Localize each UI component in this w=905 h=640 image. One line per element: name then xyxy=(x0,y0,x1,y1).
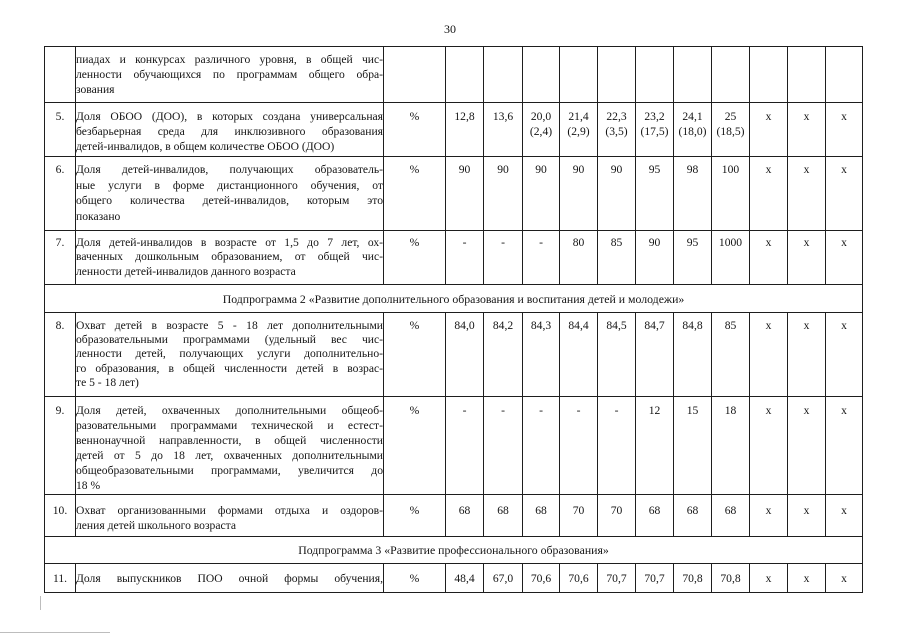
value-cell: 84,2 xyxy=(484,313,523,397)
scan-artifact xyxy=(40,596,41,610)
description-line: го образования, в общей численности детей в возрас- xyxy=(76,361,383,375)
indicator-description xyxy=(76,157,384,231)
value-cell: 48,4 xyxy=(446,564,484,593)
indicator-description xyxy=(76,313,384,397)
description-line: пиадах и конкурсах различного уровня, в общей чис- xyxy=(76,52,383,66)
unit-cell: % xyxy=(384,397,446,495)
description-line: безбарьерная среда для инклюзивного образования xyxy=(76,124,383,138)
value-cell: 68 xyxy=(636,495,674,537)
value-cell: 90 xyxy=(523,157,560,231)
value-cell: 68 xyxy=(674,495,712,537)
description-line: Доля детей-инвалидов в возрасте от 1,5 до 7 лет, ох- xyxy=(76,235,383,249)
value-cell: - xyxy=(560,397,598,495)
value-cell: 20,0 (2,4) xyxy=(523,103,560,157)
value-cell: x xyxy=(788,231,826,285)
scan-artifact xyxy=(0,632,110,633)
value-cell: 80 xyxy=(560,231,598,285)
unit-cell: % xyxy=(384,495,446,537)
value-cell: 90 xyxy=(484,157,523,231)
unit-cell: % xyxy=(384,157,446,231)
value-cell xyxy=(750,47,788,103)
row-number: 7. xyxy=(45,231,76,285)
table-row xyxy=(45,157,863,231)
indicator-description xyxy=(76,495,384,537)
indicator-description xyxy=(76,397,384,495)
value-cell: - xyxy=(484,397,523,495)
value-cell: 84,3 xyxy=(523,313,560,397)
value-cell: 84,0 xyxy=(446,313,484,397)
indicator-description xyxy=(76,103,384,157)
description-line: детей от 5 до 18 лет, охваченных дополнительными xyxy=(76,448,383,462)
value-cell xyxy=(598,47,636,103)
description-line: ленности детей-инвалидов данного возраста xyxy=(76,264,296,278)
value-cell: - xyxy=(446,231,484,285)
description-line: показано xyxy=(76,210,121,224)
value-cell: 15 xyxy=(674,397,712,495)
value-cell: 70 xyxy=(598,495,636,537)
row-number xyxy=(45,47,76,103)
value-cell: 70,7 xyxy=(598,564,636,593)
value-cell: 12 xyxy=(636,397,674,495)
unit-cell: % xyxy=(384,564,446,593)
unit-cell: % xyxy=(384,231,446,285)
value-cell: 13,6 xyxy=(484,103,523,157)
indicator-description xyxy=(76,47,384,103)
value-cell: 85 xyxy=(712,313,750,397)
value-cell: 24,1 (18,0) xyxy=(674,103,712,157)
table-row xyxy=(45,495,863,537)
value-cell: x xyxy=(788,564,826,593)
description-line: Охват детей в возрасте 5 - 18 лет дополнительными xyxy=(76,318,383,332)
value-cell: x xyxy=(826,103,863,157)
value-cell: 12,8 xyxy=(446,103,484,157)
section-title: Подпрограмма 3 «Развитие профессионального образования» xyxy=(45,537,863,564)
value-cell: 84,7 xyxy=(636,313,674,397)
value-cell: - xyxy=(598,397,636,495)
value-cell: 90 xyxy=(598,157,636,231)
value-cell: x xyxy=(750,397,788,495)
value-cell: 68 xyxy=(523,495,560,537)
value-cell xyxy=(712,47,750,103)
unit-cell: % xyxy=(384,103,446,157)
description-line: Охват организованными формами отдыха и оздоров- xyxy=(76,503,383,517)
row-number: 5. xyxy=(45,103,76,157)
value-cell: 70,7 xyxy=(636,564,674,593)
value-cell: x xyxy=(788,157,826,231)
description-line: общего количества детей-инвалидов, которым это xyxy=(76,194,383,208)
description-line: Доля детей, охваченных дополнительными общеоб- xyxy=(76,403,383,417)
value-cell: x xyxy=(826,397,863,495)
value-cell: 95 xyxy=(636,157,674,231)
value-cell: x xyxy=(750,231,788,285)
value-cell: 70,6 xyxy=(560,564,598,593)
value-cell: 84,5 xyxy=(598,313,636,397)
table-row xyxy=(45,313,863,397)
unit-cell: % xyxy=(384,313,446,397)
description-line: разовательными программами технической и естест- xyxy=(76,418,383,432)
value-cell: x xyxy=(750,313,788,397)
section-row xyxy=(45,537,863,564)
value-cell: - xyxy=(484,231,523,285)
value-cell: x xyxy=(750,157,788,231)
indicators-table xyxy=(44,46,863,593)
indicator-description xyxy=(76,231,384,285)
value-cell: 68 xyxy=(446,495,484,537)
value-cell xyxy=(674,47,712,103)
value-cell: 68 xyxy=(712,495,750,537)
value-cell: x xyxy=(826,313,863,397)
indicator-description xyxy=(76,564,384,593)
value-cell xyxy=(560,47,598,103)
value-cell: 23,2 (17,5) xyxy=(636,103,674,157)
row-number: 9. xyxy=(45,397,76,495)
value-cell: 98 xyxy=(674,157,712,231)
value-cell xyxy=(523,47,560,103)
value-cell: x xyxy=(826,231,863,285)
description-line: ленности детей, получающих услуги дополнительно- xyxy=(76,347,383,361)
description-line: ные услуги в форме дистанционного обучения, от xyxy=(76,178,383,192)
value-cell: 90 xyxy=(446,157,484,231)
value-cell: 1000 xyxy=(712,231,750,285)
unit-cell xyxy=(384,47,446,103)
table-row xyxy=(45,397,863,495)
value-cell: - xyxy=(446,397,484,495)
value-cell: 21,4 (2,9) xyxy=(560,103,598,157)
value-cell: 95 xyxy=(674,231,712,285)
description-line: те 5 - 18 лет) xyxy=(76,375,139,389)
description-line: веннонаучной направленности, в общей численности xyxy=(76,433,383,447)
description-line: зования xyxy=(76,82,115,96)
table-row xyxy=(45,103,863,157)
description-line: ления детей школьного возраста xyxy=(76,518,236,532)
value-cell: x xyxy=(750,103,788,157)
table-body xyxy=(45,47,863,593)
value-cell: 18 xyxy=(712,397,750,495)
description-line: общеобразовательными программами, увеличится до xyxy=(76,463,383,477)
value-cell: 90 xyxy=(560,157,598,231)
value-cell: - xyxy=(523,231,560,285)
value-cell: x xyxy=(788,397,826,495)
value-cell: - xyxy=(523,397,560,495)
section-title: Подпрограмма 2 «Развитие дополнительного образования и воспитания детей и молодежи» xyxy=(45,285,863,313)
value-cell: 70,8 xyxy=(674,564,712,593)
section-row xyxy=(45,285,863,313)
value-cell xyxy=(636,47,674,103)
value-cell: 84,8 xyxy=(674,313,712,397)
table-row xyxy=(45,47,863,103)
value-cell: 90 xyxy=(636,231,674,285)
row-number: 8. xyxy=(45,313,76,397)
description-line: ленности обучающихся по программам общего обра- xyxy=(76,67,383,81)
row-number: 11. xyxy=(45,564,76,593)
description-line: образовательными программами (удельный вес чис- xyxy=(76,333,383,347)
page-number: 30 xyxy=(444,22,456,36)
value-cell: 67,0 xyxy=(484,564,523,593)
value-cell xyxy=(788,47,826,103)
value-cell: 100 xyxy=(712,157,750,231)
value-cell: 70 xyxy=(560,495,598,537)
value-cell xyxy=(484,47,523,103)
value-cell: 84,4 xyxy=(560,313,598,397)
description-line: детей-инвалидов, в общем количестве ОБОО (ДОО) xyxy=(76,139,335,153)
value-cell: x xyxy=(750,564,788,593)
value-cell xyxy=(826,47,863,103)
value-cell: 68 xyxy=(484,495,523,537)
value-cell xyxy=(446,47,484,103)
description-line: 18 % xyxy=(76,478,101,492)
description-line: Доля выпускников ПОО очной формы обучения, xyxy=(76,571,383,585)
value-cell: x xyxy=(788,495,826,537)
value-cell: 25 (18,5) xyxy=(712,103,750,157)
value-cell: x xyxy=(788,103,826,157)
description-line: Доля ОБОО (ДОО), в которых создана универсальная xyxy=(76,109,383,123)
row-number: 10. xyxy=(45,495,76,537)
description-line: Доля детей-инвалидов, получающих образователь- xyxy=(76,163,383,176)
value-cell: 70,8 xyxy=(712,564,750,593)
value-cell: x xyxy=(788,313,826,397)
value-cell: 70,6 xyxy=(523,564,560,593)
value-cell: x xyxy=(826,157,863,231)
description-line: ваченных дошкольным образованием, от общей чис- xyxy=(76,250,383,264)
value-cell: x xyxy=(826,564,863,593)
value-cell: 85 xyxy=(598,231,636,285)
value-cell: 22,3 (3,5) xyxy=(598,103,636,157)
table-row xyxy=(45,231,863,285)
value-cell: x xyxy=(826,495,863,537)
row-number: 6. xyxy=(45,157,76,231)
value-cell: x xyxy=(750,495,788,537)
table-row xyxy=(45,564,863,593)
